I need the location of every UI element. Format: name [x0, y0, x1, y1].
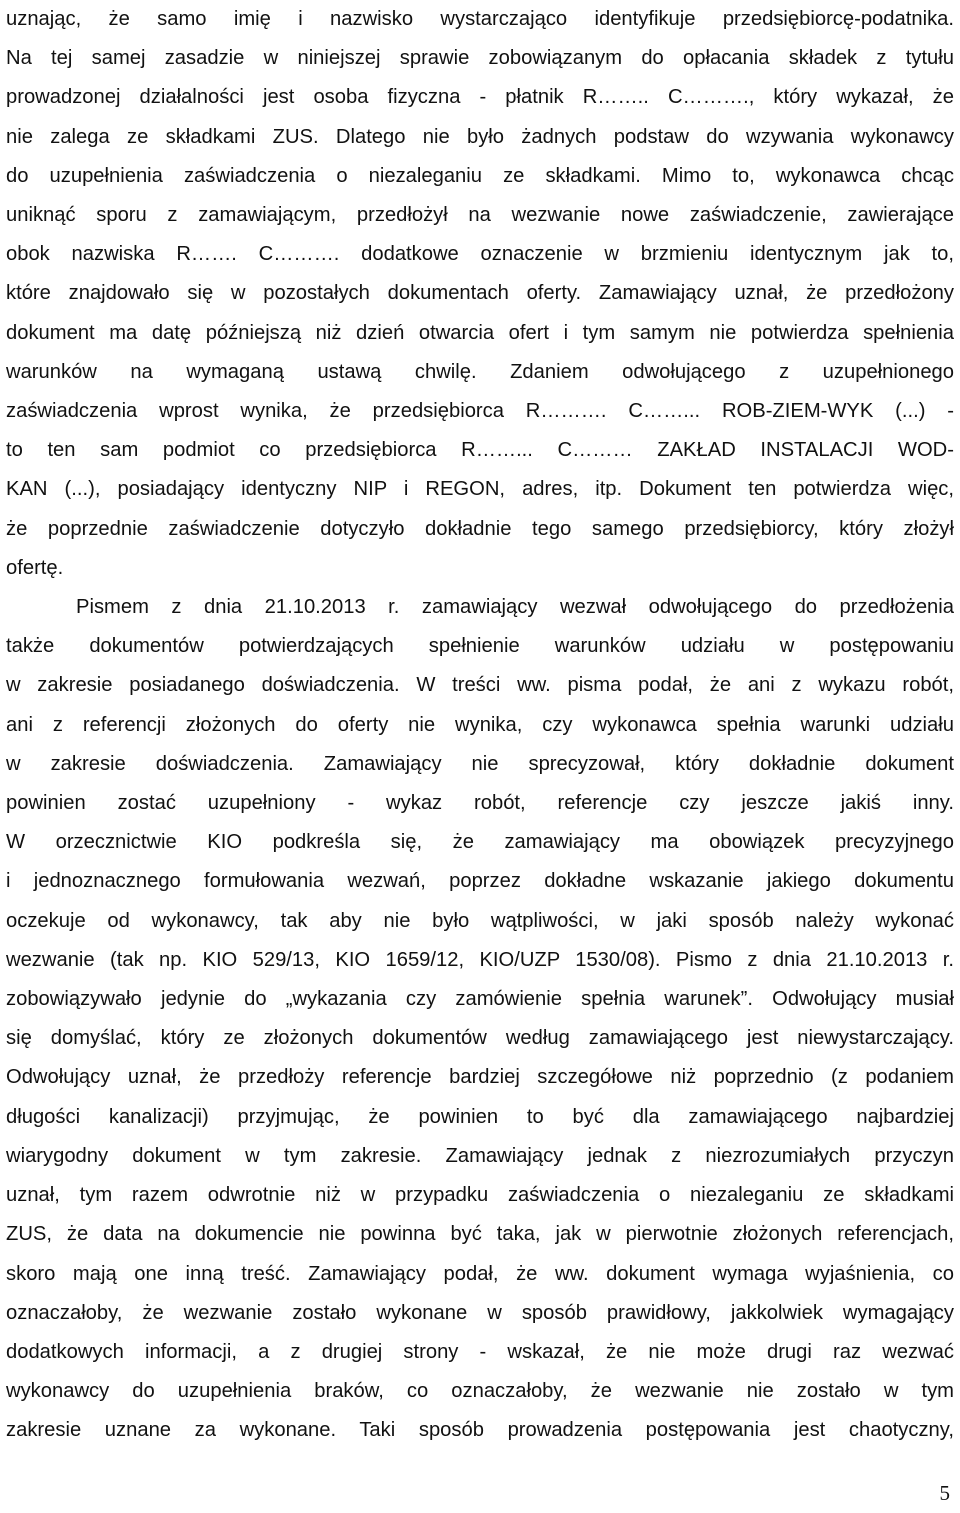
text-line: długości kanalizacji) przyjmując, że powinien to być dla zamawiającego najbardziej: [6, 1105, 954, 1128]
text-line: KAN (...), posiadający identyczny NIP i REGON, adres, itp. Dokument ten potwierdza więc,: [6, 478, 954, 501]
text-line: Odwołujący uznał, że przedłoży referencje bardziej szczegółowe niż poprzednio (z podaniem: [6, 1066, 954, 1089]
text-line: do uzupełnienia zaświadczenia o niezaleganiu ze składkami. Mimo to, wykonawca chcąc: [6, 164, 954, 187]
text-line: dokument ma datę późniejszą niż dzień otwarcia ofert i tym samym nie potwierdza spełnienia: [6, 321, 954, 344]
page-number: 5: [939, 1481, 950, 1505]
document-body: [6, 0, 954, 1451]
text-line: obok nazwiska R……. C………. dodatkowe oznaczenie w brzmieniu identycznym jak to,: [6, 243, 954, 266]
text-line: i jednoznacznego formułowania wezwań, poprzez dokładne wskazanie jakiego dokumentu: [6, 870, 954, 893]
text-line: zaświadczenia wprost wynika, że przedsiębiorca R………. C……... ROB-ZIEM-WYK (...) -: [6, 400, 954, 423]
text-line: powinien zostać uzupełniony - wykaz robót, referencje czy jeszcze jakiś inny.: [6, 792, 954, 815]
text-line: prowadzonej działalności jest osoba fizyczna - płatnik R…….. C………., który wykazał, że: [6, 86, 954, 109]
text-line: które znajdowało się w pozostałych dokumentach oferty. Zamawiający uznał, że przedłożony: [6, 282, 954, 305]
text-line: wiarygodny dokument w tym zakresie. Zamawiający jednak z niezrozumiałych przyczyn: [6, 1144, 954, 1167]
paragraph: [6, 0, 954, 588]
text-line: uniknąć sporu z zamawiającym, przedłożył na wezwanie nowe zaświadczenie, zawierające: [6, 204, 954, 227]
text-line: wezwanie (tak np. KIO 529/13, KIO 1659/12, KIO/UZP 1530/08). Pismo z dnia 21.10.2013 r.: [6, 948, 954, 971]
paragraph: [6, 588, 954, 1450]
text-line: uznając, że samo imię i nazwisko wystarczająco identyfikuje przedsiębiorcę-podatnika.: [6, 8, 954, 30]
text-line: wykonawcy do uzupełnienia braków, co oznaczałoby, że wezwanie nie zostało w tym: [6, 1380, 954, 1403]
text-line: się domyślać, który ze złożonych dokumentów według zamawiającego jest niewystarczający.: [6, 1027, 954, 1050]
text-line: Pismem z dnia 21.10.2013 r. zamawiający wezwał odwołującego do przedłożenia: [76, 596, 954, 619]
text-line: także dokumentów potwierdzających spełnienie warunków udziału w postępowaniu: [6, 635, 954, 658]
text-line: skoro mają one inną treść. Zamawiający podał, że ww. dokument wymaga wyjaśnienia, co: [6, 1262, 954, 1285]
text-line: to ten sam podmiot co przedsiębiorca R……... C……… ZAKŁAD INSTALACJI WOD-: [6, 439, 954, 462]
text-line: ofertę.: [6, 556, 64, 579]
text-line: Na tej samej zasadzie w niniejszej sprawie zobowiązanym do opłacania składek z tytułu: [6, 47, 954, 70]
text-line: warunków na wymaganą ustawą chwilę. Zdaniem odwołującego z uzupełnionego: [6, 360, 954, 383]
text-line: w zakresie doświadczenia. Zamawiający nie sprecyzował, który dokładnie dokument: [6, 752, 954, 775]
text-line: ani z referencji złożonych do oferty nie wynika, czy wykonawca spełnia warunki udziału: [6, 713, 954, 736]
text-line: dodatkowych informacji, a z drugiej strony - wskazał, że nie może drugi raz wezwać: [6, 1340, 954, 1363]
text-line: nie zalega ze składkami ZUS. Dlatego nie było żadnych podstaw do wzywania wykonawcy: [6, 125, 954, 148]
text-line: w zakresie posiadanego doświadczenia. W treści ww. pisma podał, że ani z wykazu robót,: [6, 674, 954, 697]
text-line: że poprzednie zaświadczenie dotyczyło dokładnie tego samego przedsiębiorcy, który złożył: [6, 517, 954, 540]
text-line: zakresie uznane za wykonane. Taki sposób prowadzenia postępowania jest chaotyczny,: [6, 1419, 954, 1442]
text-line: zobowiązywało jedynie do „wykazania czy zamówienie spełnia warunek”. Odwołujący musiał: [6, 988, 954, 1011]
text-line: oczekuje od wykonawcy, tak aby nie było wątpliwości, w jaki sposób należy wykonać: [6, 909, 954, 932]
text-line: W orzecznictwie KIO podkreśla się, że zamawiający ma obowiązek precyzyjnego: [6, 831, 954, 854]
text-line: oznaczałoby, że wezwanie zostało wykonane w sposób prawidłowy, jakkolwiek wymagający: [6, 1301, 954, 1324]
text-line: ZUS, że data na dokumencie nie powinna być taka, jak w pierwotnie złożonych referencjach,: [6, 1223, 954, 1246]
text-line: uznał, tym razem odwrotnie niż w przypadku zaświadczenia o niezaleganiu ze składkami: [6, 1184, 954, 1207]
